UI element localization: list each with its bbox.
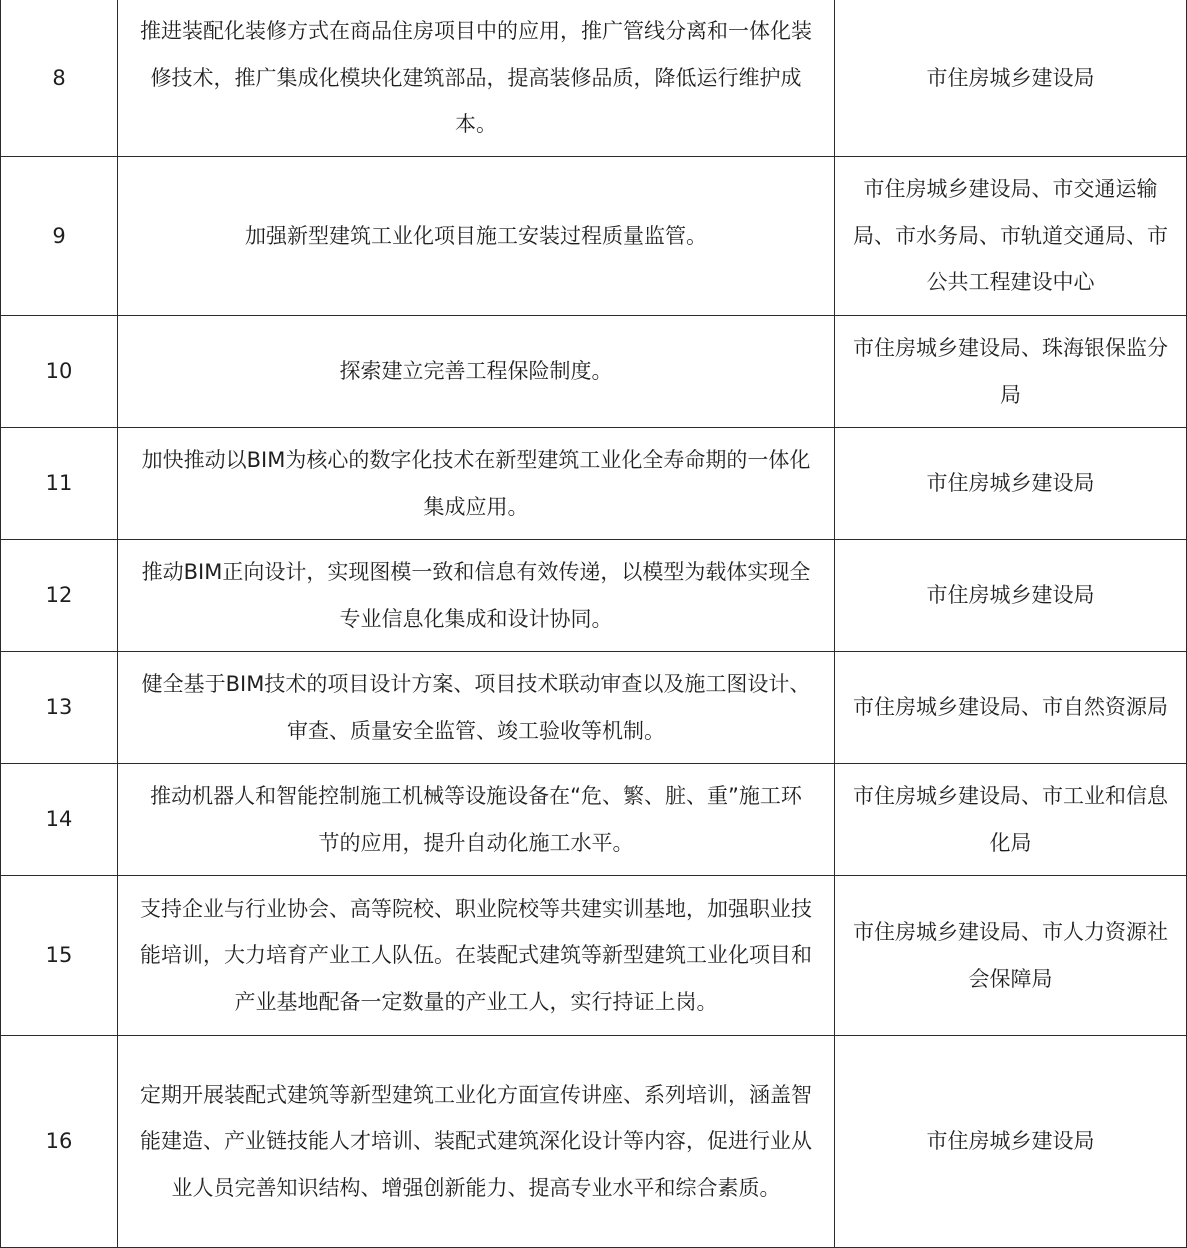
task-description: 推动机器人和智能控制施工机械等设施设备在“危、繁、脏、重”施工环节的应用，提升自动化施工水平。 [118,764,835,876]
table-row [1,764,1187,876]
responsible-department: 市住房城乡建设局 [835,540,1187,652]
responsible-department: 市住房城乡建设局 [835,0,1187,157]
row-number: 16 [1,1036,118,1248]
table-row [1,0,1187,157]
responsible-department: 市住房城乡建设局、市工业和信息化局 [835,764,1187,876]
responsible-department: 市住房城乡建设局、市交通运输局、市水务局、市轨道交通局、市公共工程建设中心 [835,157,1187,316]
row-number: 13 [1,652,118,764]
task-description: 加快推动以BIM为核心的数字化技术在新型建筑工业化全寿命期的一体化集成应用。 [118,428,835,540]
responsible-department: 市住房城乡建设局 [835,428,1187,540]
table-row [1,1036,1187,1248]
task-description: 定期开展装配式建筑等新型建筑工业化方面宣传讲座、系列培训，涵盖智能建造、产业链技能人才培训、装配式建筑深化设计等内容，促进行业从业人员完善知识结构、增强创新能力、提高专业水平和综合素质。 [118,1036,835,1248]
task-description: 推动BIM正向设计，实现图模一致和信息有效传递，以模型为载体实现全专业信息化集成和设计协同。 [118,540,835,652]
table-row [1,428,1187,540]
table-row [1,652,1187,764]
table-row [1,540,1187,652]
row-number: 14 [1,764,118,876]
responsible-department: 市住房城乡建设局、市人力资源社会保障局 [835,876,1187,1036]
table-row [1,876,1187,1036]
task-description: 探索建立完善工程保险制度。 [118,316,835,428]
row-number: 15 [1,876,118,1036]
task-description: 健全基于BIM技术的项目设计方案、项目技术联动审查以及施工图设计、审查、质量安全监管、竣工验收等机制。 [118,652,835,764]
table-row [1,316,1187,428]
task-description: 加强新型建筑工业化项目施工安装过程质量监管。 [118,157,835,316]
row-number: 11 [1,428,118,540]
table-row [1,157,1187,316]
row-number: 12 [1,540,118,652]
responsible-department: 市住房城乡建设局 [835,1036,1187,1248]
task-description: 支持企业与行业协会、高等院校、职业院校等共建实训基地，加强职业技能培训，大力培育产业工人队伍。在装配式建筑等新型建筑工业化项目和产业基地配备一定数量的产业工人，实行持证上岗。 [118,876,835,1036]
row-number: 9 [1,157,118,316]
responsible-department: 市住房城乡建设局、珠海银保监分局 [835,316,1187,428]
row-number: 8 [1,0,118,157]
row-number: 10 [1,316,118,428]
task-description: 推进装配化装修方式在商品住房项目中的应用，推广管线分离和一体化装修技术，推广集成化模块化建筑部品，提高装修品质，降低运行维护成本。 [118,0,835,157]
responsible-department: 市住房城乡建设局、市自然资源局 [835,652,1187,764]
